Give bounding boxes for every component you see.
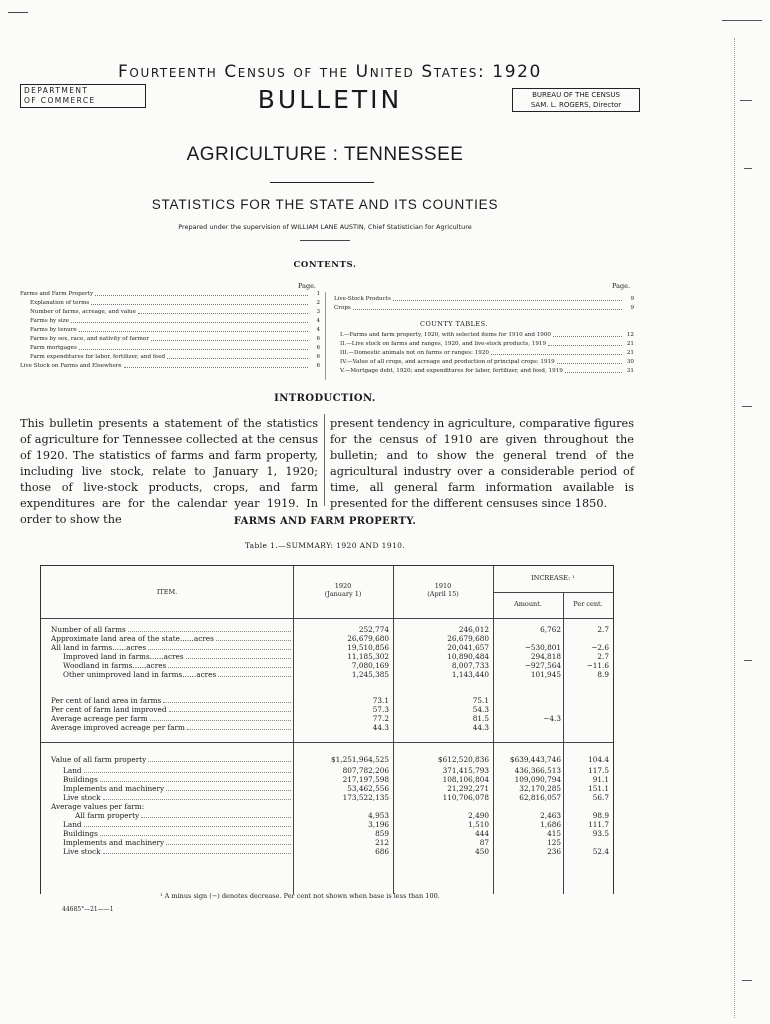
contents-entry-page: 4 [316, 327, 320, 333]
table-row [41, 635, 613, 643]
row-label [41, 653, 293, 661]
table-row [41, 767, 613, 775]
leader-dots [557, 358, 622, 364]
row-label [41, 794, 293, 802]
contents-entry-page: 2 [316, 300, 320, 306]
row-label-text: Live stock [63, 847, 101, 856]
increase-amount-cell: −927,564 [524, 661, 561, 670]
row-label-text: Average acreage per farm [51, 714, 148, 723]
value-1910-cell: 44.3 [472, 723, 489, 732]
contents-entry [334, 331, 634, 340]
title-rule [270, 182, 374, 183]
leader-dots [100, 830, 291, 836]
bureau-line: BUREAU OF THE CENSUS [532, 91, 620, 99]
row-label [41, 756, 293, 764]
increase-amount-cell: 109,090,794 [514, 775, 561, 784]
introduction-paragraph-left: This bulletin presents a statement of the statistics of agriculture for Tennessee collected at the census of 1920. The statistics of farms and farm property, including live stock, relate to January 1, 1920; those of live-stock products, crops, and farm expenditures are for the calendar year 1919. In order to show the [20, 417, 318, 526]
table-header-rule [41, 618, 613, 619]
increase-amount-cell: 236 [547, 847, 561, 856]
contents-entry [20, 326, 320, 335]
row-label-text: Land [63, 820, 82, 829]
increase-percent-cell: 8.9 [597, 670, 609, 679]
increase-amount-cell: 6,762 [540, 625, 561, 634]
contents-entry [20, 335, 320, 344]
value-1920-cell: 859 [375, 829, 389, 838]
contents-entry-page: 21 [626, 350, 634, 356]
contents-entry-title: II.—Live stock on farms and ranges, 1920, and live-stock products, 1919 [340, 341, 546, 347]
row-label [41, 715, 293, 723]
row-label [41, 803, 293, 811]
leader-dots [491, 349, 622, 355]
row-label-text: Other unimproved land in farms......acres [63, 670, 217, 679]
year-1920-header [293, 582, 393, 598]
county-tables-list [334, 331, 634, 376]
contents-entry-page: 6 [316, 354, 320, 360]
increase-amount-cell: 101,945 [530, 670, 561, 679]
value-1920-cell: 173,522,135 [342, 793, 389, 802]
main-title: AGRICULTURE : TENNESSEE [186, 144, 464, 165]
contents-entry-title: V.—Mortgage debt, 1920; and expenditures for labor, fertilizer, and feed, 1919 [340, 368, 563, 374]
year-1910-date: (April 15) [427, 590, 459, 598]
value-1920-cell: 252,774 [358, 625, 389, 634]
increase-percent-cell: 104.4 [588, 755, 609, 764]
table-row [41, 776, 613, 784]
value-1910-cell: 1,510 [468, 820, 489, 829]
row-label-text: Number of all farms [51, 625, 126, 634]
increase-percent-cell: 91.1 [592, 775, 609, 784]
contents-entry-page: 6 [316, 345, 320, 351]
contents-entry-title: Farms by size [30, 318, 69, 324]
value-1920-cell: 11,185,302 [347, 652, 389, 661]
contents-entry-page: 4 [316, 318, 320, 324]
contents-entry-title: Number of farms, acreage, and value [30, 309, 136, 315]
table-row [41, 848, 613, 856]
leader-dots [95, 290, 308, 296]
contents-entry-title: IV.—Value of all crops, and acreage and production of principal crops: 1919 [340, 359, 555, 365]
increase-percent-cell: 2.7 [597, 652, 609, 661]
contents-entry [334, 295, 634, 304]
increase-percent-cell: −2.6 [591, 643, 609, 652]
table-row [41, 697, 613, 705]
leader-dots [151, 335, 308, 341]
table-row [41, 653, 613, 661]
table-row [41, 662, 613, 670]
leader-dots [186, 653, 291, 659]
increase-amount-cell: $639,443,746 [509, 755, 561, 764]
contents-right-column [334, 295, 634, 313]
contents-entry [20, 308, 320, 317]
contents-left-column [20, 290, 320, 371]
row-label-text: All land in farms......acres [51, 643, 147, 652]
leader-dots [553, 331, 622, 337]
contents-entry-title: Live Stock on Farms and Elsewhere [20, 363, 122, 369]
table-row [41, 812, 613, 820]
increase-percent-cell: 93.5 [592, 829, 609, 838]
value-1910-cell: 371,415,793 [442, 766, 489, 775]
table-row [41, 671, 613, 679]
contents-divider [325, 292, 326, 380]
contents-entry [334, 349, 634, 358]
value-1910-cell: 54.3 [472, 705, 489, 714]
row-label [41, 644, 293, 652]
leader-dots [393, 295, 622, 301]
introduction-heading: INTRODUCTION. [274, 393, 376, 404]
leader-dots [91, 299, 308, 305]
value-1920-cell: 44.3 [372, 723, 389, 732]
table-row [41, 644, 613, 652]
row-label-text: Live stock [63, 793, 101, 802]
value-1920-cell: 217,197,598 [342, 775, 389, 784]
contents-entry-page: 21 [626, 341, 634, 347]
row-label [41, 767, 293, 775]
leader-dots [79, 326, 308, 332]
subtitle: STATISTICS FOR THE STATE AND ITS COUNTIES [151, 197, 499, 212]
contents-entry-title: Farms by tenure [30, 327, 77, 333]
row-label [41, 776, 293, 784]
value-1920-cell: 26,679,680 [347, 634, 389, 643]
row-label-text: Average values per farm: [51, 802, 145, 811]
row-label [41, 662, 293, 670]
increase-percent-cell: 117.5 [588, 766, 609, 775]
increase-amount-cell: 294,818 [530, 652, 561, 661]
row-label-text: Buildings [63, 775, 98, 784]
value-1920-cell: 57.3 [372, 705, 389, 714]
leader-dots [187, 724, 291, 730]
contents-entry-title: Live-Stock Products [334, 296, 391, 302]
increase-percent-cell: 52.4 [592, 847, 609, 856]
prepared-by-line: Prepared under the supervision of WILLIAM LANE AUSTIN, Chief Statistician for Agriculture [178, 223, 472, 231]
row-label [41, 697, 293, 705]
value-1910-cell: 110,706,078 [442, 793, 489, 802]
row-label-text: Implements and machinery [63, 838, 165, 847]
print-code: 44685°—21——1 [62, 906, 114, 913]
increase-percent-cell: 2.7 [597, 625, 609, 634]
table-row [41, 803, 613, 811]
row-label-text: Approximate land area of the state......acres [51, 634, 214, 643]
value-1920-cell: 3,196 [368, 820, 389, 829]
increase-amount-cell: 62,816,057 [519, 793, 561, 802]
leader-dots [166, 839, 291, 845]
leader-dots [103, 848, 291, 854]
table-row [41, 715, 613, 723]
contents-entry-page: 9 [630, 305, 634, 311]
percent-header: Per cent. [573, 600, 603, 608]
leader-dots [548, 340, 622, 346]
leader-dots [353, 304, 622, 310]
item-column-header: ITEM. [156, 588, 178, 596]
increase-percent-cell: 151.1 [588, 784, 609, 793]
row-label [41, 706, 293, 714]
leader-dots [148, 644, 291, 650]
leader-dots [128, 626, 291, 632]
row-label [41, 635, 293, 643]
leader-dots [100, 776, 291, 782]
row-label-text: Per cent of farm land improved [51, 705, 167, 714]
value-1920-cell: 212 [375, 838, 389, 847]
row-label-text: Improved land in farms......acres [63, 652, 184, 661]
contents-entry-page: 3 [316, 309, 320, 315]
value-1920-cell: 4,953 [368, 811, 389, 820]
value-1910-cell: 81.5 [472, 714, 489, 723]
value-1910-cell: 21,292,271 [447, 784, 489, 793]
department-line: OF COMMERCE [24, 96, 96, 105]
department-box [20, 84, 146, 108]
contents-entry [334, 304, 634, 313]
row-label [41, 785, 293, 793]
leader-dots [166, 785, 291, 791]
value-1910-cell: 444 [475, 829, 489, 838]
value-1920-cell: 77.2 [372, 714, 389, 723]
table-row [41, 785, 613, 793]
row-label [41, 724, 293, 732]
contents-heading: CONTENTS. [293, 260, 357, 270]
table-row [41, 756, 613, 764]
contents-entry [20, 299, 320, 308]
leader-dots [79, 344, 308, 350]
contents-entry-title: Farms by sex, race, and nativity of farmer [30, 336, 149, 342]
year-1920-label: 1920 [334, 582, 352, 590]
contents-entry [20, 362, 320, 371]
value-1910-cell: 8,007,733 [451, 661, 489, 670]
table-footnote: ¹ A minus sign (−) denotes decrease. Per cent not shown when base is less than 100. [160, 892, 440, 900]
increase-percent-cell: 56.7 [592, 793, 609, 802]
table-header-rule [493, 592, 613, 593]
leader-dots [71, 317, 308, 323]
increase-amount-cell: 436,366,513 [514, 766, 561, 775]
row-label-text: Land [63, 766, 82, 775]
farms-heading: FARMS AND FARM PROPERTY. [233, 516, 417, 527]
contents-entry-page: 1 [316, 291, 320, 297]
leader-dots [124, 362, 308, 368]
increase-percent-cell: 111.7 [588, 820, 609, 829]
value-1910-cell: 10,890,484 [447, 652, 489, 661]
contents-entry-title: Farms and Farm Property [20, 291, 94, 297]
value-1910-cell: 26,679,680 [447, 634, 489, 643]
value-1920-cell: 686 [375, 847, 389, 856]
leader-dots [150, 715, 291, 721]
row-label [41, 626, 293, 634]
leader-dots [565, 367, 622, 373]
leader-dots [138, 308, 308, 314]
row-label-text: Per cent of land area in farms [51, 696, 162, 705]
row-label-text: Value of all farm property [51, 755, 147, 764]
table-row [41, 794, 613, 802]
table-row [41, 626, 613, 634]
contents-entry [334, 367, 634, 376]
value-1910-cell: 75.1 [472, 696, 489, 705]
value-1920-cell: 19,510,856 [347, 643, 389, 652]
contents-entry-title: Crops [334, 305, 351, 311]
leader-dots [141, 812, 291, 818]
section-rule [300, 240, 350, 241]
bulletin-title: BULLETIN [257, 85, 403, 114]
leader-dots [218, 671, 291, 677]
leader-dots [148, 756, 291, 762]
contents-entry-title: Farm mortgages [30, 345, 77, 351]
value-1910-cell: 450 [475, 847, 489, 856]
contents-entry-page: 30 [626, 359, 634, 365]
contents-entry-page: 9 [630, 296, 634, 302]
value-1920-cell: 1,245,385 [351, 670, 389, 679]
row-label [41, 830, 293, 838]
department-line: DEPARTMENT [24, 86, 89, 95]
page-corner-mark [8, 12, 28, 13]
row-label [41, 821, 293, 829]
table-section-rule [41, 742, 613, 743]
row-label [41, 671, 293, 679]
table-row [41, 821, 613, 829]
leader-dots [163, 697, 291, 703]
director-line: SAM. L. ROGERS, Director [530, 101, 622, 109]
leader-dots [168, 662, 291, 668]
row-label [41, 839, 293, 847]
increase-amount-cell: 1,686 [540, 820, 561, 829]
increase-header: INCREASE: ¹ [531, 574, 575, 582]
contents-entry-page: 12 [626, 332, 634, 338]
value-1910-cell: 246,012 [458, 625, 489, 634]
table-row [41, 830, 613, 838]
row-label-text: All farm property [75, 811, 140, 820]
row-label-text: Average improved acreage per farm [51, 723, 185, 732]
increase-amount-cell: 2,463 [540, 811, 561, 820]
summary-table [40, 565, 614, 894]
leader-dots [167, 353, 308, 359]
contents-entry [20, 317, 320, 326]
contents-entry [334, 358, 634, 367]
leader-dots [84, 767, 291, 773]
amount-header: Amount. [514, 600, 542, 608]
value-1910-cell: 1,143,440 [451, 670, 489, 679]
column-divider [324, 414, 325, 506]
value-1920-cell: $1,251,964,525 [330, 755, 389, 764]
value-1910-cell: 108,106,804 [442, 775, 489, 784]
bureau-box [512, 88, 640, 112]
contents-entry-title: Explanation of terms [30, 300, 90, 306]
row-label-text: Buildings [63, 829, 98, 838]
increase-amount-cell: −530,801 [524, 643, 561, 652]
contents-entry-title: I.—Farms and farm property, 1920, with selected items for 1910 and 1900 [340, 332, 551, 338]
page-edge-line [734, 38, 735, 1018]
page-column-label: Page. [298, 282, 317, 290]
contents-entry-page: 31 [626, 368, 634, 374]
value-1910-cell: 2,490 [468, 811, 489, 820]
contents-entry [20, 344, 320, 353]
leader-dots [216, 635, 291, 641]
increase-percent-cell: 98.9 [592, 811, 609, 820]
table-row [41, 706, 613, 714]
increase-amount-cell: 415 [547, 829, 561, 838]
value-1910-cell: 87 [479, 838, 489, 847]
year-1910-header [393, 582, 493, 598]
page-column-label: Page. [612, 282, 631, 290]
table-row [41, 724, 613, 732]
contents-entry-page: 6 [316, 363, 320, 369]
leader-dots [103, 794, 291, 800]
value-1920-cell: 53,462,556 [347, 784, 389, 793]
table-row [41, 839, 613, 847]
table-caption: Table 1.—SUMMARY: 1920 AND 1910. [244, 541, 406, 550]
value-1920-cell: 7,080,169 [351, 661, 389, 670]
increase-amount-cell: 32,170,285 [519, 784, 561, 793]
increase-amount-cell: −4.3 [543, 714, 561, 723]
contents-entry [334, 340, 634, 349]
leader-dots [169, 706, 291, 712]
contents-entry-title: Farm expenditures for labor, fertilizer, and feed [30, 354, 166, 360]
contents-entry [20, 290, 320, 299]
year-1910-label: 1910 [434, 582, 452, 590]
row-label-text: Implements and machinery [63, 784, 165, 793]
row-label-text: Woodland in farms......acres [63, 661, 167, 670]
contents-entry [20, 353, 320, 362]
row-label [41, 848, 293, 856]
increase-percent-cell: −11.6 [586, 661, 609, 670]
value-1920-cell: 73.1 [372, 696, 389, 705]
county-tables-heading: COUNTY TABLES. [420, 320, 488, 328]
row-label [41, 812, 293, 820]
census-header-title: Fourteenth Census of the United States: 1920 [118, 62, 542, 82]
leader-dots [84, 821, 291, 827]
contents-entry-page: 6 [316, 336, 320, 342]
contents-entry-title: III.—Domestic animals not on farms or ranges: 1920 [340, 350, 489, 356]
introduction-paragraph-right: present tendency in agriculture, comparative figures for the census of 1910 are given throughout the bulletin; and to show the general trend of the agricultural industry over a considerable period of time, all general farm information available is presented for the different censuses since 1850. [330, 417, 634, 510]
year-1920-date: (January 1) [324, 590, 362, 598]
value-1910-cell: 20,041,657 [447, 643, 489, 652]
value-1910-cell: $612,520,836 [437, 755, 489, 764]
increase-amount-cell: 125 [547, 838, 561, 847]
value-1920-cell: 807,782,206 [342, 766, 389, 775]
